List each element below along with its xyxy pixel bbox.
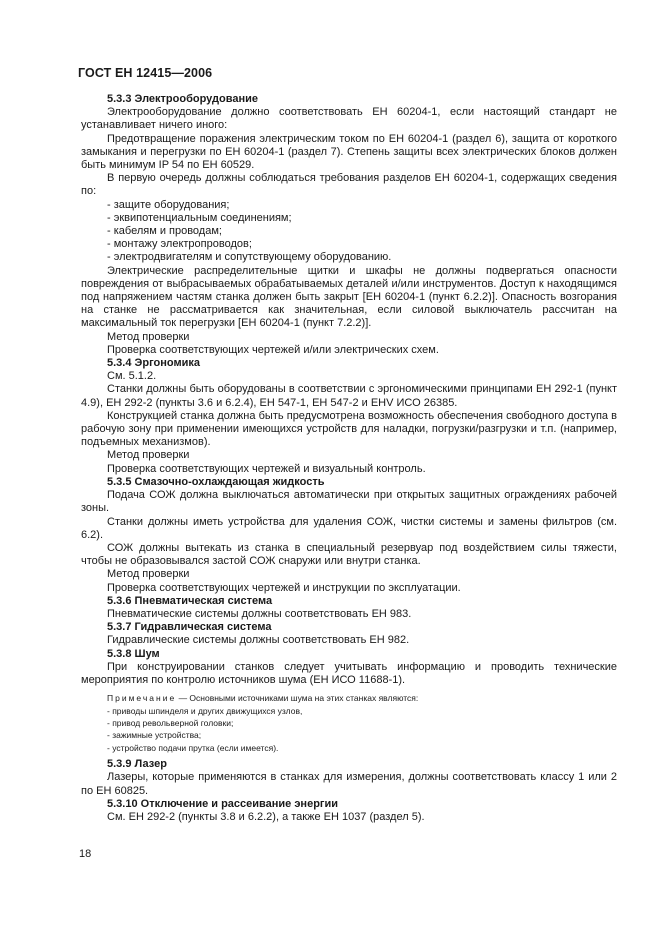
paragraph: См. 5.1.2. bbox=[107, 370, 157, 383]
note-intro bbox=[81, 692, 617, 704]
section-heading-5-3-9: 5.3.9 Лазер bbox=[107, 758, 167, 771]
list-item: - электродвигателям и сопутствующему оборудованию. bbox=[107, 251, 392, 264]
list-item: - кабелям и проводам; bbox=[107, 225, 222, 238]
paragraph: Проверка соответствующих чертежей и/или электрических схем. bbox=[107, 343, 439, 356]
paragraph: Предотвращение поражения электрическим током по ЕН 60204-1 (раздел 6), защита от короткого замыкания и перегрузки по ЕН 60204-1 (раздел 7). Степень защиты всех электрических блоков должен быть минимум IP 54 по ЕН 60529. bbox=[81, 132, 617, 172]
paragraph: При конструировании станков следует учитывать информацию и проводить технические мероприятия по контролю источников шума (ЕН ИСО 11688-1). bbox=[81, 660, 617, 686]
method-label: Метод проверки bbox=[107, 330, 190, 343]
page-number: 18 bbox=[79, 848, 92, 860]
paragraph: Станки должны быть оборудованы в соответствии с эргономическими принципами ЕН 292-1 (пункт 4.9), ЕН 292-2 (пункты 3.6 и 6.2.4), ЕН 547-1, ЕН 547-2 и ЕНV ИСО 26385. bbox=[81, 383, 617, 409]
paragraph: Проверка соответствующих чертежей и инструкции по эксплуатации. bbox=[107, 581, 461, 594]
paragraph: Электрические распределительные щитки и шкафы не должны подвергаться опасности повреждения от выбрасываемых обрабатываемых деталей и/или инструментов. Доступ к находящимся под напряжением частям станка должен быть закрыт [ЕН 60204-1 (пункт 6.2.2)]. Опасность возгорания на станке не рассматривается как значительная, если силовой выключатель рассчитан на максимальный ток перегрузки [ЕН 60204-1 (пункт 7.2.2)]. bbox=[81, 264, 617, 330]
list-item: - монтажу электропроводов; bbox=[107, 238, 252, 251]
note-block bbox=[81, 692, 617, 754]
note-label: Примечание bbox=[107, 693, 177, 704]
paragraph: Проверка соответствующих чертежей и визуальный контроль. bbox=[107, 462, 426, 475]
paragraph: СОЖ должны вытекать из станка в специальный резервуар под воздействием силы тяжести, чтобы не образовывался застой СОЖ снаружи или внутри станка. bbox=[81, 541, 617, 568]
method-label: Метод проверки bbox=[107, 568, 190, 581]
section-heading-5-3-6: 5.3.6 Пневматическая система bbox=[107, 594, 273, 607]
paragraph: Лазеры, которые применяются в станках для измерения, должны соответствовать классу 1 или 2 по ЕН 60825. bbox=[81, 771, 617, 797]
paragraph: Подача СОЖ должна выключаться автоматически при открытых защитных ограждениях рабочей зоны. bbox=[81, 489, 617, 515]
note-item: - зажимные устройства; bbox=[107, 730, 202, 741]
note-item: - привод револьверной головки; bbox=[107, 717, 234, 728]
section-heading-5-3-4: 5.3.4 Эргономика bbox=[107, 357, 200, 370]
list-item: - эквипотенциальным соединениям; bbox=[107, 211, 292, 224]
section-heading-5-3-3: 5.3.3 Электрооборудование bbox=[107, 93, 258, 105]
paragraph: Станки должны иметь устройства для удаления СОЖ, чистки системы и замены фильтров (см. 6.2). bbox=[81, 515, 617, 541]
section-heading-5-3-5: 5.3.5 Смазочно-охлаждающая жидкость bbox=[107, 475, 325, 488]
paragraph: См. ЕН 292-2 (пункты 3.8 и 6.2.2), а также ЕН 1037 (раздел 5). bbox=[107, 810, 425, 823]
note-item: - устройство подачи прутка (если имеется). bbox=[107, 742, 279, 753]
paragraph: Гидравлические системы должны соответствовать ЕН 982. bbox=[107, 634, 410, 647]
paragraph: Пневматические системы должны соответствовать ЕН 983. bbox=[107, 607, 412, 620]
paragraph: Электрооборудование должно соответствовать ЕН 60204-1, если настоящий стандарт не устанавливает ничего иного: bbox=[81, 106, 617, 132]
section-heading-5-3-7: 5.3.7 Гидравлическая система bbox=[107, 621, 272, 634]
method-label: Метод проверки bbox=[107, 449, 190, 462]
paragraph: В первую очередь должны соблюдаться требования разделов ЕН 60204-1, содержащих сведения по: bbox=[81, 172, 617, 198]
paragraph: Конструкцией станка должна быть предусмотрена возможность обеспечения свободного доступа в рабочую зону при применении имеющихся устройств для наладки, погрузки/разгрузки и т.п. (например, подъемных механизмов). bbox=[81, 409, 617, 449]
document-body bbox=[81, 93, 617, 824]
section-heading-5-3-10: 5.3.10 Отключение и рассеивание энергии bbox=[107, 797, 339, 810]
page-header: ГОСТ ЕН 12415—2006 bbox=[78, 66, 213, 80]
section-heading-5-3-8: 5.3.8 Шум bbox=[107, 647, 160, 660]
note-text: — Основными источниками шума на этих станках являются: bbox=[176, 693, 419, 704]
note-item: - приводы шпинделя и других движущихся узлов, bbox=[107, 705, 303, 716]
list-item: - защите оборудования; bbox=[107, 198, 230, 211]
